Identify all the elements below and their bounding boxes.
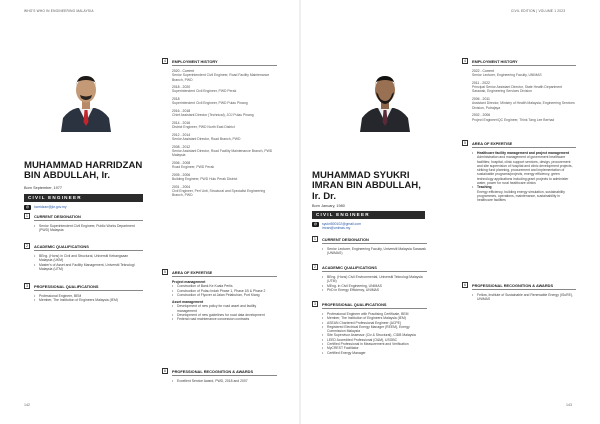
employment-years: 2016 - 2018 xyxy=(172,108,191,113)
employment-description: Senior Assistant Director, Road Facility Maintenance Branch, PWD Malaysia xyxy=(172,148,273,158)
employment-entry xyxy=(172,121,276,130)
awards-list-right xyxy=(472,293,575,302)
person-name-left xyxy=(24,161,142,182)
employment-years: 2018 xyxy=(172,97,180,102)
section-title-professional-left: PROFESSIONAL QUALIFICATIONS xyxy=(34,284,99,289)
list-item: • Professional Engineer, BEM xyxy=(34,294,142,298)
employment-years: 2002 - 2006 xyxy=(472,113,491,118)
list-item: • Certified Professional in Measurement and Verification xyxy=(322,342,426,346)
birth-date-left: Born September, 1977 xyxy=(24,186,62,190)
employment-entry xyxy=(472,97,575,110)
name-line-1: MUHAMMAD SYUKRI xyxy=(312,170,410,181)
current-designation-list-right xyxy=(322,247,426,256)
awards-list-left xyxy=(172,379,272,383)
email-link-left[interactable]: harridzan@jkr.gov.my xyxy=(34,205,67,209)
list-item: • LEED Accredited Professional (O&M), USGBC xyxy=(322,338,426,342)
employment-years: 2008 - 2012 xyxy=(172,144,191,149)
section-rule xyxy=(34,220,143,221)
section-rule xyxy=(472,147,576,148)
expertise-left xyxy=(172,280,276,322)
professional-list-left xyxy=(34,294,142,303)
employment-entry xyxy=(172,161,276,170)
list-item: • Senior Lecturer, Engineering Faculty, Universiti Malaysia Sarawak (UNIMAS) xyxy=(322,247,426,256)
employment-description: Chief Assistant Director (Technical), JOJ Pulau Pinang xyxy=(172,113,254,118)
employment-description: Superintendent Civil Engineer, PWD Pulau Pinang xyxy=(172,101,248,106)
employment-entry xyxy=(172,69,276,82)
employment-entry xyxy=(172,185,276,198)
email-link-2[interactable]: imran@unimas.my xyxy=(322,226,351,231)
section-title-expertise-left: AREA OF EXPERTISE xyxy=(172,270,213,275)
employment-description: Assistant Director, Ministry of Health Malaysia, Engineering Services Division, Putrajaya xyxy=(472,101,575,110)
employment-entry xyxy=(472,69,575,78)
expertise-group xyxy=(472,185,575,202)
employment-entry xyxy=(172,97,276,106)
employment-entry xyxy=(172,145,276,158)
employment-description: Project Engineer/QC Engineer, Think Tang Lee Berhad xyxy=(472,117,555,122)
email-icon: @ xyxy=(313,222,318,226)
section-number-5-right: 5 xyxy=(462,140,468,146)
expertise-group-head: Project management xyxy=(172,280,206,284)
section-rule xyxy=(172,375,277,376)
list-item: • Master's of Asset and Facility Management, Universiti Teknologi Malaysia (UTM) xyxy=(34,263,142,272)
list-item: • Construction of Flyover at Jalan Pelabuhan, Port Klang xyxy=(172,293,272,297)
section-number-4-left: 4 xyxy=(162,58,168,64)
section-number-6-right: 6 xyxy=(462,282,468,288)
right-running-header: CIVIL EDITION | VOLUME 1 2023 xyxy=(511,9,566,13)
section-title-professional-right: PROFESSIONAL QUALIFICATIONS xyxy=(322,302,387,307)
academic-list-right xyxy=(322,275,426,292)
section-rule xyxy=(472,289,576,290)
employment-years: 2022 - Current xyxy=(472,69,494,73)
employment-description: Civil Engineer, Perl Unit, Structural and Specialist Engineering Branch, PWD xyxy=(172,188,266,198)
section-rule xyxy=(472,65,576,66)
list-item: • Construction of Bank Ke Kuala Perlis xyxy=(172,284,272,288)
list-item: • PhD in Energy Efficiency, UNIMAS xyxy=(322,288,426,292)
list-item: • Excellent Service Award, PWD, 2018 and 2007 xyxy=(172,379,272,383)
employment-description: Superintendent Civil Engineer, PWD Perak xyxy=(172,89,237,94)
expertise-group-body: Administration and management of government healthcare facilities; hospital, clinic support services, design, procurement and site supervision of hospital and clinic development projects, striking fund planning, procurement and implementation of sustainable programs/projects, energy efficiency, green technology applications including grant projects to administer water, power for rural healthcare clinics xyxy=(477,155,573,186)
employment-entry xyxy=(172,109,276,118)
name-line-2: BIN ABDULLAH, Ir. xyxy=(24,170,110,182)
expertise-right xyxy=(472,151,575,203)
employment-years: 2011 - 2022 xyxy=(472,80,490,85)
portrait-photo-right xyxy=(354,64,416,132)
employment-description: Senior Lecturer, Engineering Faculty, UNIMAS xyxy=(472,73,542,78)
employment-description: Senior Superintendent Civil Engineer, Road Facility Maintenance Branch, PWD xyxy=(172,73,270,82)
section-number-6-left: 6 xyxy=(162,368,168,374)
employment-history-left xyxy=(172,69,276,201)
employment-description: District Engineer, PWD North East District xyxy=(172,125,235,130)
section-number-2-right: 2 xyxy=(312,264,318,270)
list-item: • MyCREST Facilitator xyxy=(322,346,426,350)
section-title-awards-left: PROFESSIONAL RECOGNITION & AWARDS xyxy=(172,369,254,374)
list-item: • Site Supervisor Assessor (Civ & Structural), CIDB Malaysia xyxy=(322,333,426,337)
list-item: • BEng. (Hons) in Civil and Structural, Universiti Kebangsaan Malaysia (UKM) xyxy=(34,254,142,263)
employment-years: 2005 - 2006 xyxy=(172,172,191,177)
name-line-1: MUHAMMAD HARRIDZAN xyxy=(24,160,143,171)
section-number-1-left: 1 xyxy=(24,213,30,219)
expertise-group-body: Energy efficiency, building energy simulation, sustainability programmes, operations, maintenance, sustainability in healthcare facilities xyxy=(477,189,565,203)
employment-entry xyxy=(472,81,575,94)
list-item: • Senior Superintendent Civil Engineer, Public Works Department (PWD) Malaysia xyxy=(34,224,142,233)
page-number-right: 143 xyxy=(566,403,572,407)
role-bar-left: CIVIL ENGINEER xyxy=(24,194,143,202)
section-title-current-designation-left: CURRENT DESIGNATION xyxy=(34,214,81,219)
list-item: • BEng. (Hons) Civil Environmental, Universiti Teknologi Malaysia (UTM) xyxy=(322,275,426,284)
employment-years: 2014 - 2016 xyxy=(172,120,191,125)
section-number-2-left: 2 xyxy=(24,243,30,249)
employment-description: Principal Senior Assistant Director, State Health Department Sarawak, Engineering Services Division xyxy=(472,85,563,94)
list-item: • ASEAN Chartered Professional Engineer (ACPE) xyxy=(322,321,426,325)
section-rule xyxy=(172,65,277,66)
employment-entry xyxy=(172,85,276,94)
expertise-group-list xyxy=(172,304,272,321)
list-item: • Member, The Institution of Engineers Malaysia (IEM) xyxy=(322,316,426,320)
left-running-header: WHO'S WHO IN ENGINEERING MALAYSIA xyxy=(24,9,94,13)
section-number-5-left: 5 xyxy=(162,269,168,275)
section-title-employment-left: EMPLOYMENT HISTORY xyxy=(172,59,218,64)
employment-entry xyxy=(472,113,575,122)
employment-description: Road Engineer, PWD Perak xyxy=(172,165,215,170)
current-designation-list-left xyxy=(34,224,142,233)
email-links-right xyxy=(322,222,361,231)
section-title-awards-right: PROFESSIONAL RECOGNITION & AWARDS xyxy=(472,283,554,288)
employment-history-right xyxy=(472,69,575,125)
academic-list-left xyxy=(34,254,142,271)
name-line-2: IMRAN BIN ABDULLAH, xyxy=(312,180,421,192)
section-rule xyxy=(34,250,143,251)
section-number-1-right: 1 xyxy=(312,236,318,242)
section-title-expertise-right: AREA OF EXPERTISE xyxy=(472,141,513,146)
section-title-academic-left: ACADEMIC QUALIFICATIONS xyxy=(34,244,89,249)
expertise-group-head: • Teaching xyxy=(477,185,492,190)
expertise-group-head: Asset management xyxy=(172,300,204,305)
birth-date-right: Born January, 1980 xyxy=(312,204,345,208)
employment-years: 2001 - 2004 xyxy=(172,184,191,189)
section-number-3-right: 3 xyxy=(312,301,318,307)
section-rule xyxy=(322,243,427,244)
section-rule xyxy=(322,308,427,309)
list-item: • Construction of Pulau Indah Phase 1, Phase 1B & Phase 2 xyxy=(172,289,272,293)
section-rule xyxy=(172,276,277,277)
section-number-4-right: 4 xyxy=(462,58,468,64)
list-item: • MEng. in Civil Engineering, UNIMAS xyxy=(322,284,426,288)
expertise-group xyxy=(472,151,575,185)
email-icon: @ xyxy=(25,205,30,209)
portrait-photo-left xyxy=(55,64,117,132)
employment-years: 2006 - 2008 xyxy=(172,160,191,165)
expertise-group-head: • Healthcare facility management and project management xyxy=(477,151,569,155)
list-item: • Professional Engineer with Practising Certificate, BEM xyxy=(322,312,426,316)
list-item: • Fellow, Institute of Sustainable and Renewable Energy (ISuRE), UNIMAS xyxy=(472,293,575,302)
page-spine xyxy=(299,0,301,424)
list-item: • Member, The Institution of Engineers Malaysia (IEM) xyxy=(34,298,142,302)
employment-years: 2020 - Current xyxy=(172,69,194,73)
section-rule xyxy=(34,290,143,291)
section-title-academic-right: ACADEMIC QUALIFICATIONS xyxy=(322,265,377,270)
page-number-left: 142 xyxy=(24,403,30,407)
section-number-3-left: 3 xyxy=(24,283,30,289)
employment-years: 2012 - 2014 xyxy=(172,132,191,137)
list-item: • Registered Electrical Energy Manager (REEM), Energy Commission Malaysia xyxy=(322,325,426,334)
employment-years: 2018 - 2020 xyxy=(172,85,191,90)
employment-entry xyxy=(172,133,276,142)
role-bar-right: CIVIL ENGINEER xyxy=(312,211,425,219)
email-link-1[interactable]: syukri800102@gmail.com xyxy=(322,222,362,226)
section-title-current-designation-right: CURRENT DESIGNATION xyxy=(322,237,369,242)
professional-list-right xyxy=(322,312,426,355)
employment-description: Senior Assistant Director, Road Branch, PWD xyxy=(172,137,241,142)
list-item: • Certified Energy Manager xyxy=(322,351,426,355)
expertise-group-list xyxy=(172,284,272,297)
employment-entry xyxy=(172,173,276,182)
section-title-employment-right: EMPLOYMENT HISTORY xyxy=(472,59,518,64)
employment-description: Building Engineer, PWD Hulu Perak District xyxy=(172,177,238,182)
person-name-right xyxy=(312,171,421,202)
employment-years: 2006 - 2011 xyxy=(472,97,490,102)
name-line-3: Ir. Dr. xyxy=(312,190,336,202)
list-item: • Development of new guidelines for road data development xyxy=(172,313,272,317)
section-rule xyxy=(322,271,427,272)
list-item: • Federal road maintenance concession contracts xyxy=(172,317,272,321)
list-item: • Development of new policy for road asset and facility management xyxy=(172,304,272,313)
